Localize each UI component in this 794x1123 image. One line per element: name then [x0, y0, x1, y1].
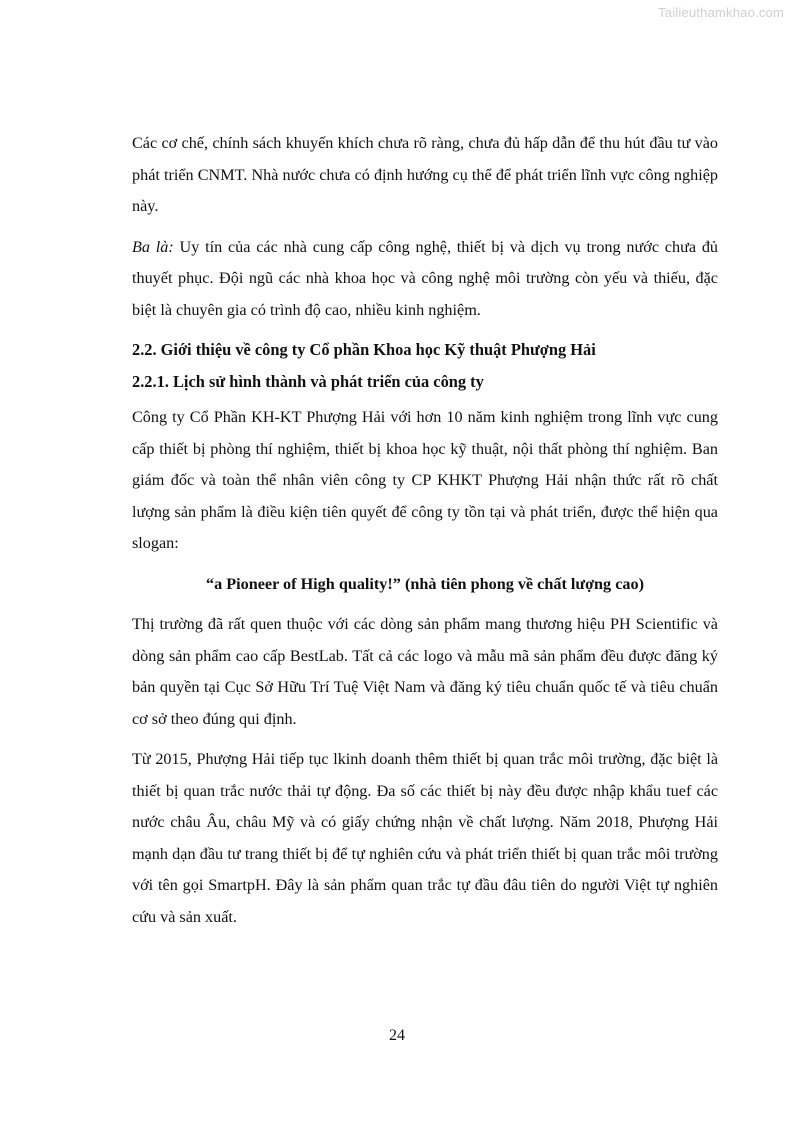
page-number: 24 — [389, 1027, 405, 1044]
subsection-heading: 2.2.1. Lịch sử hình thành và phát triển của công ty — [132, 372, 484, 391]
paragraph-history: Từ 2015, Phượng Hải tiếp tục lkinh doanh thêm thiết bị quan trắc môi trường, đặc biệt là thiết bị quan trắc nước thải tự động. Đa số các thiết bị này đều được nhập khẩu tuef các nước châu Âu, châu Mỹ và có giấy chứng nhận về chất lượng. Năm 2018, Phượng Hải mạnh dạn đầu tư trang thiết bị để tự nghiên cứu và phát triển thiết bị quan trắc môi trường với tên gọi SmartpH. Đây là sản phẩm quan trắc tự đầu đâu tiên do người Việt tự nghiên cứu và sản xuất. — [132, 750, 718, 926]
paragraph-policy: Các cơ chế, chính sách khuyến khích chưa rõ ràng, chưa đủ hấp dẫn để thu hút đầu tư vào phát triển CNMT. Nhà nước chưa có định hướng cụ thể để phát triển lĩnh vực công nghiệp này. — [132, 134, 718, 215]
paragraph-ba-la — [132, 232, 718, 327]
watermark: Tailieuthamkhao.com — [658, 5, 784, 20]
slogan-translation: (nhà tiên phong về chất lượng cao) — [400, 574, 644, 593]
section-heading: 2.2. Giới thiệu về công ty Cổ phần Khoa học Kỹ thuật Phượng Hải — [132, 340, 596, 359]
paragraph-lead: Ba là: — [132, 237, 174, 256]
paragraph-market: Thị trường đã rất quen thuộc với các dòng sản phẩm mang thương hiệu PH Scientific và dòng sản phẩm cao cấp BestLab. Tất cả các logo và mẫu mã sản phẩm đều được đăng ký bản quyền tại Cục Sở Hữu Trí Tuệ Việt Nam và đăng ký tiêu chuẩn quốc tế và tiêu chuẩn cơ sở theo đúng qui định. — [132, 615, 718, 728]
paragraph-company-intro: Công ty Cổ Phần KH-KT Phượng Hải với hơn 10 năm kinh nghiệm trong lĩnh vực cung cấp thiết bị phòng thí nghiệm, thiết bị khoa học kỹ thuật, nội thất phòng thí nghiệm. Ban giám đốc và toàn thể nhân viên công ty CP KHKT Phượng Hải nhận thức rất rõ chất lượng sản phẩm là điều kiện tiên quyết để công ty tồn tại và phát triển, được thể hiện qua slogan: — [132, 408, 718, 552]
slogan — [132, 569, 718, 601]
slogan-bold: “a Pioneer of High quality!” — [206, 574, 401, 593]
paragraph-text: Uy tín của các nhà cung cấp công nghệ, thiết bị và dịch vụ trong nước chưa đủ thuyết phục. Đội ngũ các nhà khoa học và công nghệ môi trường còn yếu và thiếu, đặc biệt là chuyên gia có trình độ cao, nhiều kinh nghiệm. — [132, 237, 719, 319]
document-body — [132, 128, 718, 942]
